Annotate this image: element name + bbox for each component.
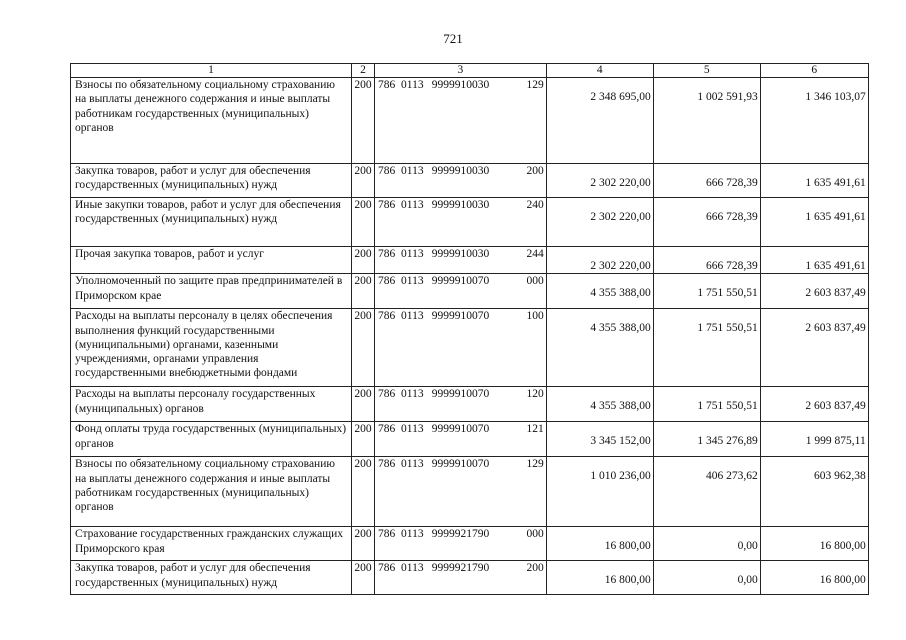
row-code xyxy=(375,274,547,309)
row-value-4: 3 345 152,00 xyxy=(546,422,653,457)
row-code xyxy=(375,198,547,247)
row-name: Расходы на выплаты персоналу государственных (муниципальных) органов xyxy=(71,387,352,422)
row-code xyxy=(375,387,547,422)
row-section-code: 0113 xyxy=(401,275,424,288)
table-row xyxy=(71,387,869,422)
row-target-code: 9999910070 xyxy=(431,275,490,288)
row-value-4: 2 302 220,00 xyxy=(546,198,653,247)
table-row xyxy=(71,527,869,561)
row-section-code: 0113 xyxy=(401,79,424,91)
row-section-code: 0113 xyxy=(401,528,424,541)
row-name: Взносы по обязательному социальному страхованию на выплаты денежного содержания и иные выплаты работникам государственных (муниципальных) органов xyxy=(71,457,352,527)
row-ved-code: 786 xyxy=(378,248,396,260)
row-value-5: 666 728,39 xyxy=(653,164,760,198)
row-section-code: 0113 xyxy=(401,458,424,471)
row-section-code: 0113 xyxy=(401,248,424,260)
row-expense-type-code: 000 xyxy=(526,528,544,541)
header-row xyxy=(71,64,869,78)
budget-table xyxy=(70,63,869,595)
row-value-4: 4 355 388,00 xyxy=(546,274,653,309)
row-value-4: 16 800,00 xyxy=(546,561,653,595)
page-number: 721 xyxy=(443,31,463,46)
row-col2: 200 xyxy=(352,422,375,457)
row-ved-code: 786 xyxy=(378,275,396,288)
row-code xyxy=(375,422,547,457)
row-ved-code: 786 xyxy=(378,458,396,471)
row-col2: 200 xyxy=(352,387,375,422)
row-target-code: 9999910070 xyxy=(431,458,490,471)
header-cell: 3 xyxy=(375,64,547,78)
row-col2: 200 xyxy=(352,164,375,198)
row-value-5: 666 728,39 xyxy=(653,198,760,247)
row-ved-code: 786 xyxy=(378,423,396,436)
row-value-5: 666 728,39 xyxy=(653,247,760,274)
row-value-6: 603 962,38 xyxy=(760,457,868,527)
row-expense-type-code: 200 xyxy=(526,165,544,177)
row-value-4: 2 348 695,00 xyxy=(546,78,653,164)
row-name: Иные закупки товаров, работ и услуг для обеспечения государственных (муниципальных) нужд xyxy=(71,198,352,247)
row-value-5: 406 273,62 xyxy=(653,457,760,527)
row-ved-code: 786 xyxy=(378,165,396,177)
table-row xyxy=(71,78,869,164)
row-ved-code: 786 xyxy=(378,79,396,91)
row-ved-code: 786 xyxy=(378,528,396,541)
row-ved-code: 786 xyxy=(378,562,396,575)
row-value-6: 16 800,00 xyxy=(760,527,868,561)
row-ved-code: 786 xyxy=(378,310,396,323)
row-target-code: 9999910070 xyxy=(431,388,490,401)
row-name: Уполномоченный по защите прав предпринимателей в Приморском крае xyxy=(71,274,352,309)
row-section-code: 0113 xyxy=(401,165,424,177)
row-target-code: 9999910070 xyxy=(431,423,490,436)
row-ved-code: 786 xyxy=(378,199,396,211)
row-target-code: 9999910030 xyxy=(431,79,490,91)
row-value-5: 1 002 591,93 xyxy=(653,78,760,164)
row-value-6: 1 346 103,07 xyxy=(760,78,868,164)
row-section-code: 0113 xyxy=(401,199,424,211)
table-row xyxy=(71,422,869,457)
row-col2: 200 xyxy=(352,309,375,387)
row-section-code: 0113 xyxy=(401,423,424,436)
row-name: Прочая закупка товаров, работ и услуг xyxy=(71,247,352,274)
row-name: Закупка товаров, работ и услуг для обеспечения государственных (муниципальных) нужд xyxy=(71,561,352,595)
row-name: Страхование государственных гражданских служащих Приморского края xyxy=(71,527,352,561)
row-col2: 200 xyxy=(352,274,375,309)
row-expense-type-code: 120 xyxy=(526,388,544,401)
table-row xyxy=(71,457,869,527)
row-value-5: 0,00 xyxy=(653,561,760,595)
row-value-4: 16 800,00 xyxy=(546,527,653,561)
table-row xyxy=(71,561,869,595)
row-target-code: 9999910030 xyxy=(431,165,490,177)
row-expense-type-code: 129 xyxy=(526,458,544,471)
row-value-5: 1 751 550,51 xyxy=(653,387,760,422)
row-expense-type-code: 244 xyxy=(526,248,544,260)
row-col2: 200 xyxy=(352,527,375,561)
row-value-5: 1 751 550,51 xyxy=(653,274,760,309)
row-value-6: 1 635 491,61 xyxy=(760,198,868,247)
table-row xyxy=(71,309,869,387)
row-value-4: 1 010 236,00 xyxy=(546,457,653,527)
row-value-6: 2 603 837,49 xyxy=(760,274,868,309)
row-value-5: 0,00 xyxy=(653,527,760,561)
header-cell: 2 xyxy=(352,64,375,78)
row-value-5: 1 345 276,89 xyxy=(653,422,760,457)
row-code xyxy=(375,527,547,561)
row-section-code: 0113 xyxy=(401,562,424,575)
row-target-code: 9999921790 xyxy=(431,562,490,575)
row-expense-type-code: 100 xyxy=(526,310,544,323)
row-name: Закупка товаров, работ и услуг для обеспечения государственных (муниципальных) нужд xyxy=(71,164,352,198)
row-value-6: 2 603 837,49 xyxy=(760,387,868,422)
row-col2: 200 xyxy=(352,78,375,164)
row-value-6: 1 635 491,61 xyxy=(760,247,868,274)
row-code xyxy=(375,164,547,198)
row-ved-code: 786 xyxy=(378,388,396,401)
row-expense-type-code: 200 xyxy=(526,562,544,575)
row-expense-type-code: 000 xyxy=(526,275,544,288)
row-value-5: 1 751 550,51 xyxy=(653,309,760,387)
row-col2: 200 xyxy=(352,561,375,595)
row-section-code: 0113 xyxy=(401,388,424,401)
row-value-6: 1 635 491,61 xyxy=(760,164,868,198)
header-cell: 6 xyxy=(760,64,868,78)
table-row xyxy=(71,247,869,274)
header-cell: 4 xyxy=(546,64,653,78)
row-value-4: 4 355 388,00 xyxy=(546,309,653,387)
table-row xyxy=(71,198,869,247)
row-value-4: 4 355 388,00 xyxy=(546,387,653,422)
row-code xyxy=(375,247,547,274)
row-expense-type-code: 121 xyxy=(526,423,544,436)
row-expense-type-code: 240 xyxy=(526,199,544,211)
row-code xyxy=(375,309,547,387)
row-col2: 200 xyxy=(352,247,375,274)
row-code xyxy=(375,457,547,527)
header-cell: 1 xyxy=(71,64,352,78)
row-code xyxy=(375,78,547,164)
row-name: Фонд оплаты труда государственных (муниципальных) органов xyxy=(71,422,352,457)
row-target-code: 9999910030 xyxy=(431,248,490,260)
row-code xyxy=(375,561,547,595)
row-name: Взносы по обязательному социальному страхованию на выплаты денежного содержания и иные выплаты работникам государственных (муниципальных) органов xyxy=(71,78,352,164)
row-target-code: 9999921790 xyxy=(431,528,490,541)
row-value-6: 2 603 837,49 xyxy=(760,309,868,387)
row-value-6: 1 999 875,11 xyxy=(760,422,868,457)
row-target-code: 9999910030 xyxy=(431,199,490,211)
row-value-4: 2 302 220,00 xyxy=(546,247,653,274)
header-cell: 5 xyxy=(653,64,760,78)
row-value-4: 2 302 220,00 xyxy=(546,164,653,198)
table-row xyxy=(71,274,869,309)
row-expense-type-code: 129 xyxy=(526,79,544,91)
row-col2: 200 xyxy=(352,457,375,527)
row-target-code: 9999910070 xyxy=(431,310,490,323)
row-col2: 200 xyxy=(352,198,375,247)
row-value-6: 16 800,00 xyxy=(760,561,868,595)
row-name: Расходы на выплаты персоналу в целях обеспечения выполнения функций государственными (муниципальными) органами, казенными учреждениями, органами управления государственными внебюджетными фондами xyxy=(71,309,352,387)
row-section-code: 0113 xyxy=(401,310,424,323)
table-row xyxy=(71,164,869,198)
